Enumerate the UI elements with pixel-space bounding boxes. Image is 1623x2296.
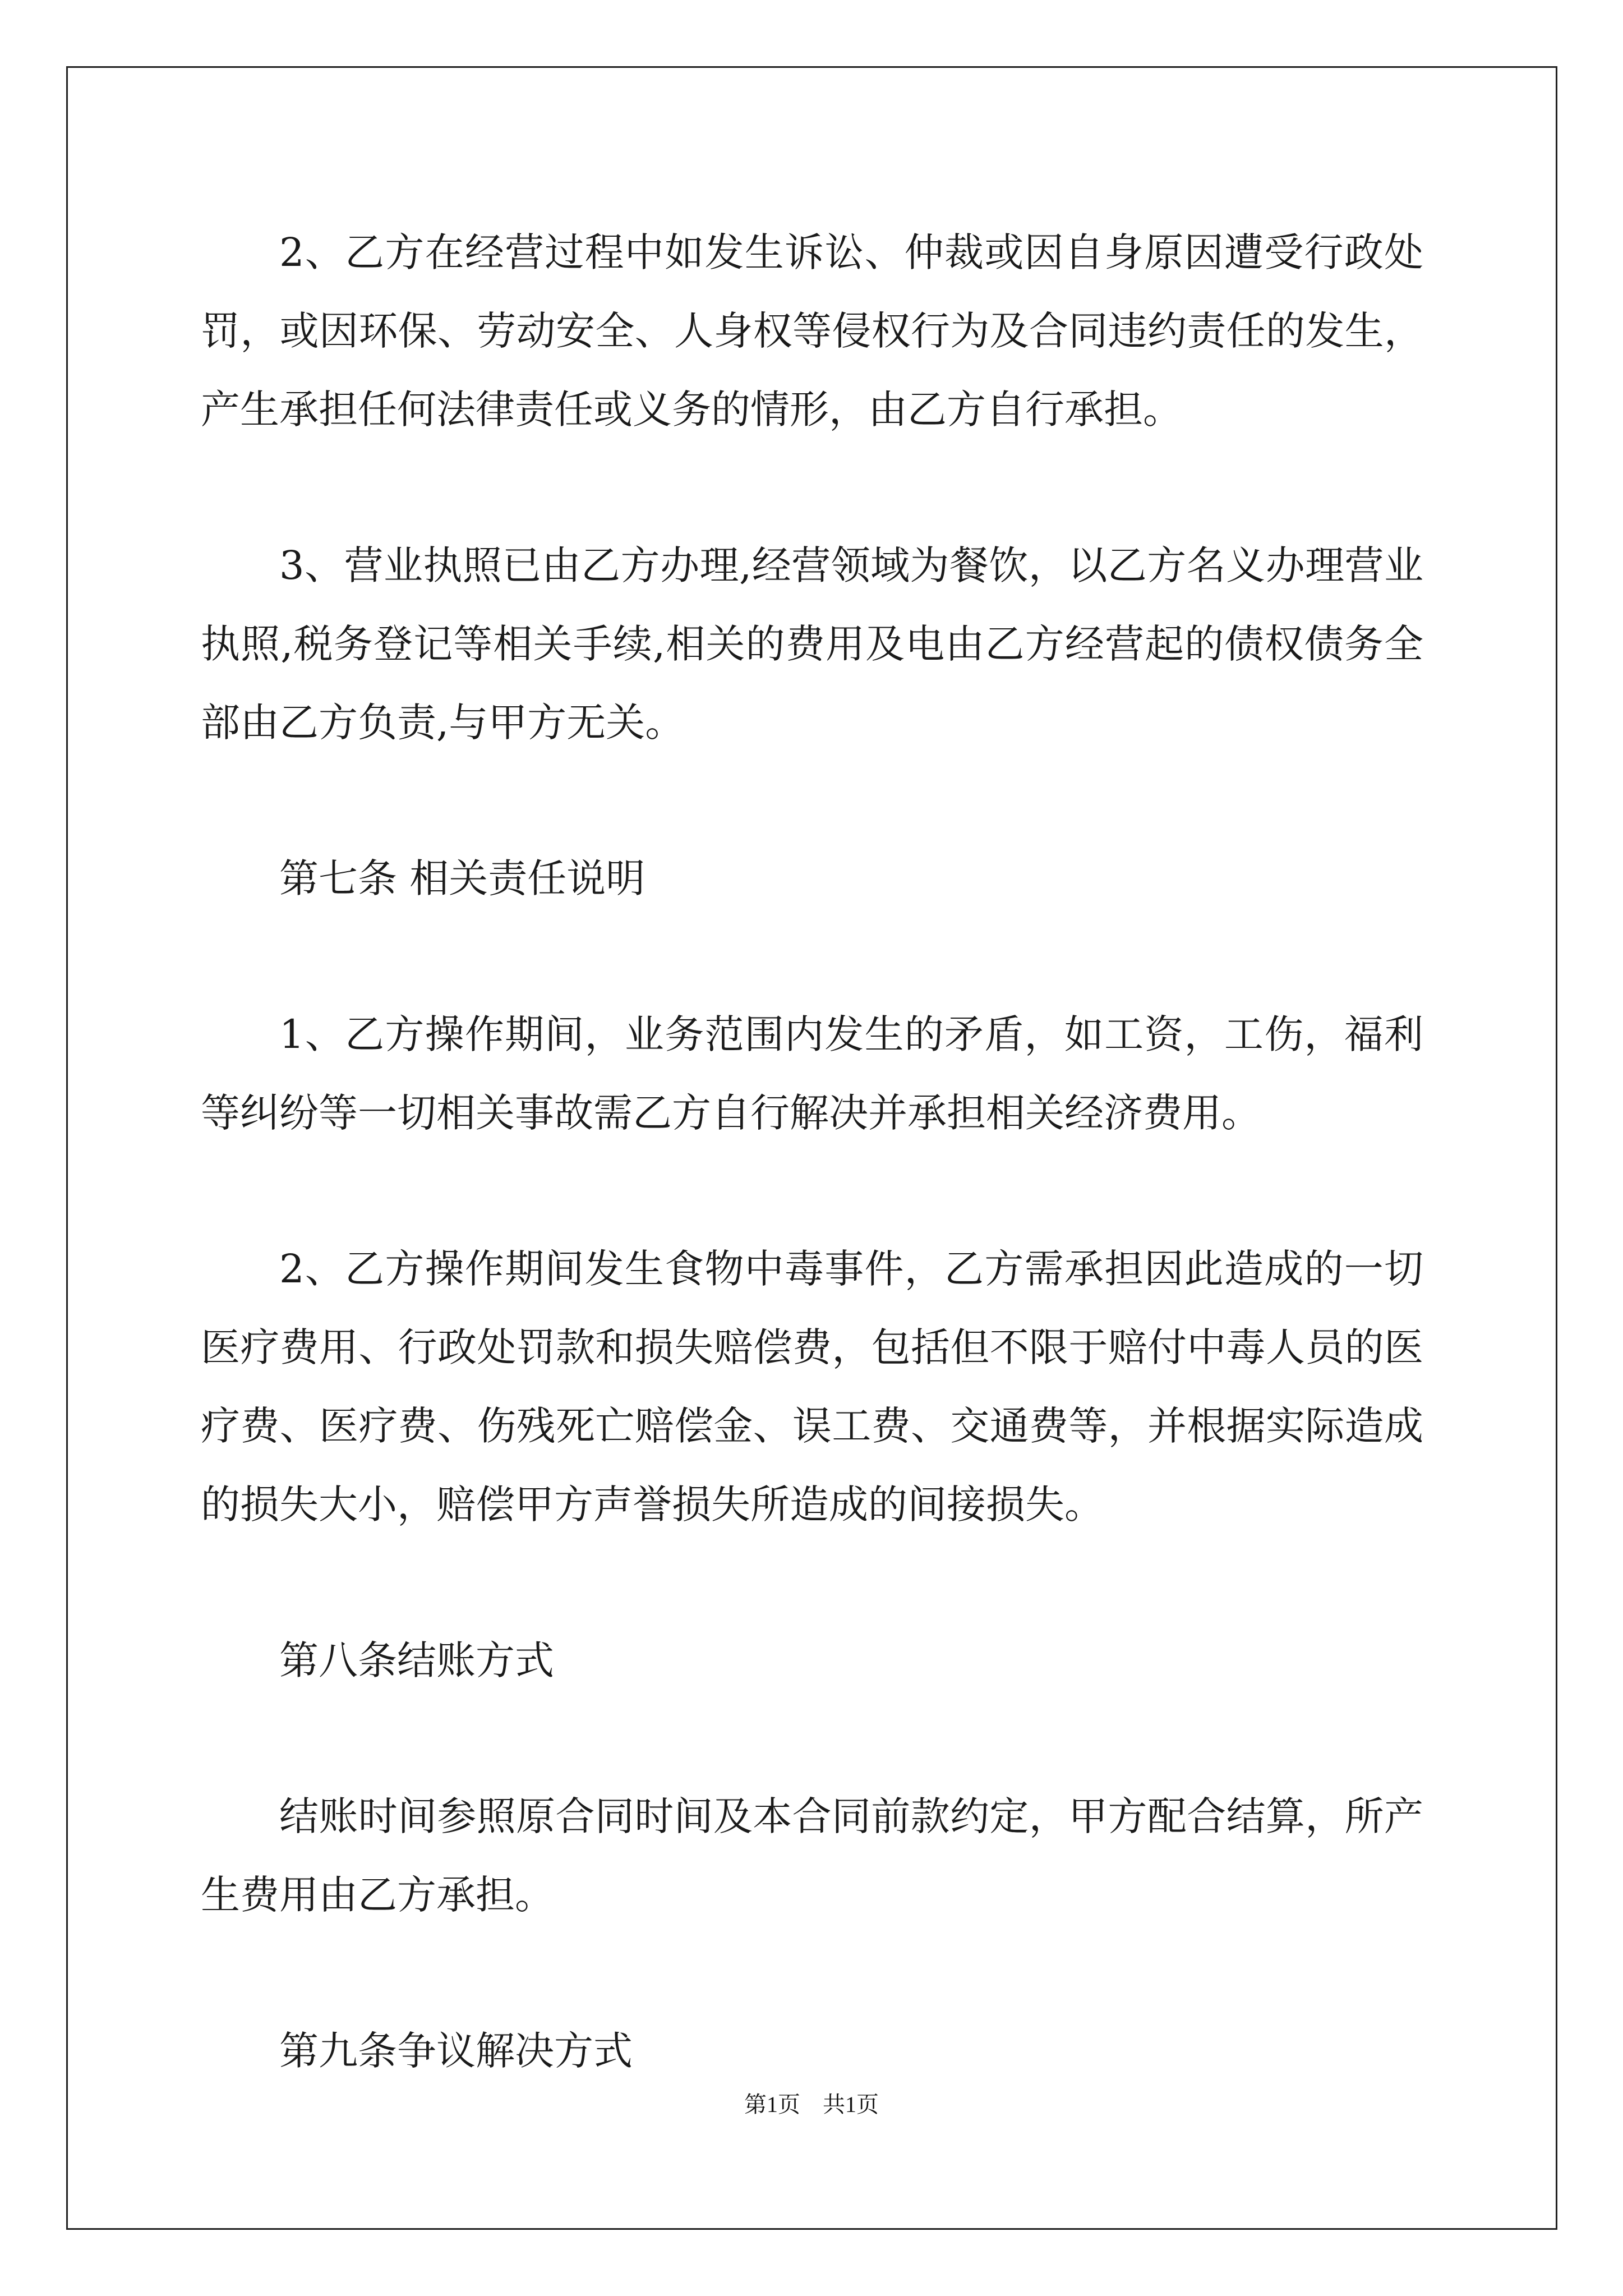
paragraph-3-business-license: 3、营业执照已由乙方办理,经营领域为餐饮，以乙方名义办理营业执照,税务登记等相关手续,相关的费用及电由乙方经营起的债权债务全部由乙方负责,与甲方无关。 (201, 542, 1423, 746)
page-number-current: 第1页 (744, 2092, 800, 2117)
paragraph-1-disputes: 1、乙方操作期间，业务范围内发生的矛盾，如工资，工伤，福利等纠纷等一切相关事故需乙方自行解决并承担相关经济费用。 (201, 1011, 1423, 1136)
heading-article-8: 第八条结账方式 (279, 1637, 554, 1683)
heading-article-9: 第九条争议解决方式 (279, 2028, 633, 2074)
page-number-total: 共1页 (823, 2092, 879, 2117)
paragraph-2-litigation-liability: 2、乙方在经营过程中如发生诉讼、仲裁或因自身原因遭受行政处罚，或因环保、劳动安全、人身权等侵权行为及合同违约责任的发生，产生承担任何法律责任或义务的情形，由乙方自行承担。 (201, 229, 1423, 432)
heading-article-7: 第七条 相关责任说明 (279, 855, 645, 901)
paragraph-settlement: 结账时间参照原合同时间及本合同前款约定，甲方配合结算，所产生费用由乙方承担。 (201, 1793, 1423, 1918)
page-footer (0, 2091, 1623, 2118)
paragraph-2-food-poisoning: 2、乙方操作期间发生食物中毒事件，乙方需承担因此造成的一切医疗费用、行政处罚款和损失赔偿费，包括但不限于赔付中毒人员的医疗费、医疗费、伤残死亡赔偿金、误工费、交通费等，并根据实际造成的损失大小，赔偿甲方声誉损失所造成的间接损失。 (201, 1246, 1423, 1527)
document-body (201, 213, 1423, 2090)
